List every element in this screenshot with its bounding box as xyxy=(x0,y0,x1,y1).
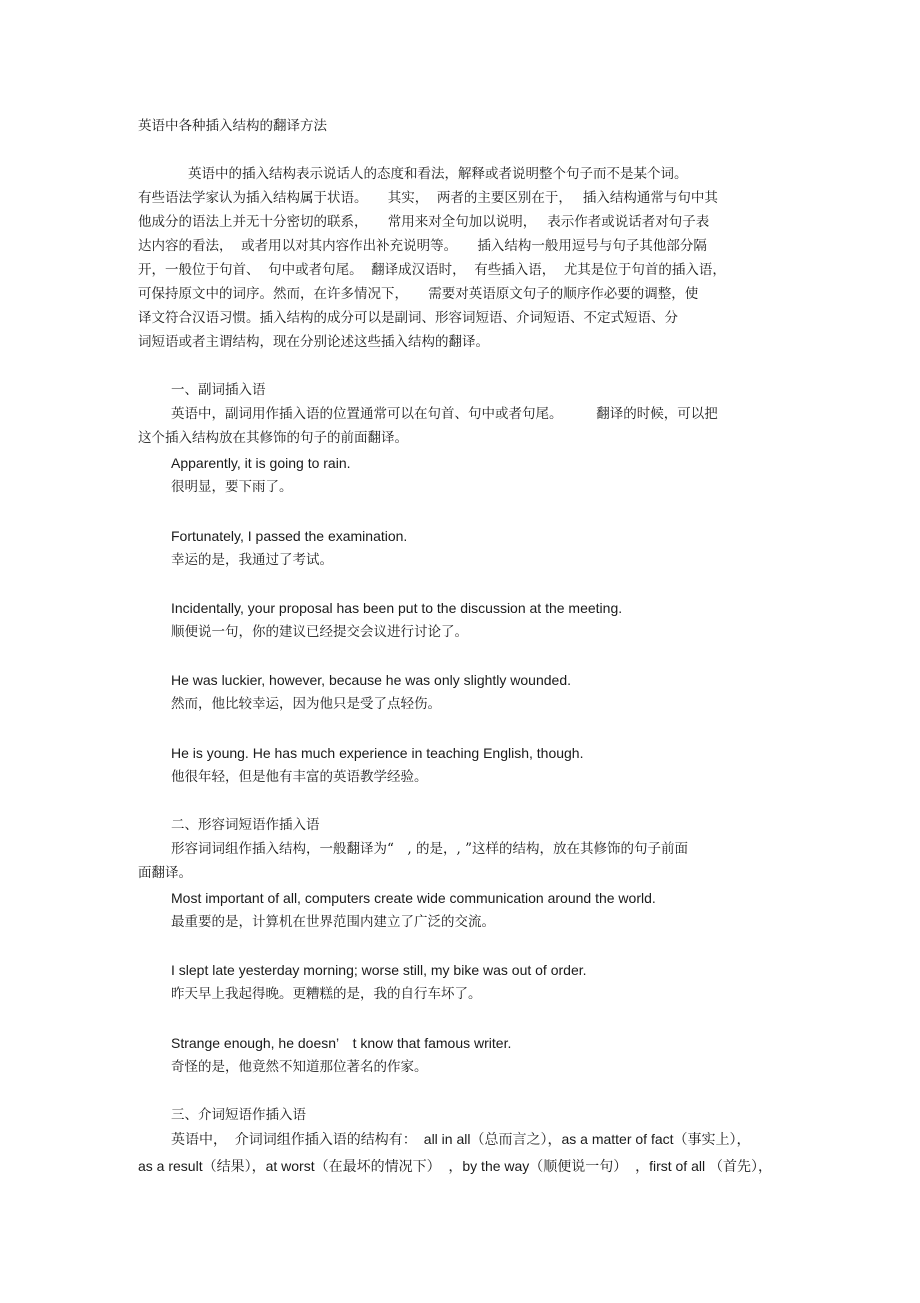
example-chinese: 幸运的是，我通过了考试。 xyxy=(171,552,333,568)
example-english: I slept late yesterday morning; worse still, my bike was out of order. xyxy=(171,962,587,978)
intro-line: 开，一般位于句首、 句中或者句尾。 翻译成汉语时， 有些插入语， 尤其是位于句首的插入语， xyxy=(138,262,726,278)
intro-line: 达内容的看法， 或者用以对其内容作出补充说明等。 插入结构一般用逗号与句子其他部分隔 xyxy=(138,238,707,254)
section-desc: 面翻译。 xyxy=(138,865,192,881)
intro-line: 他成分的语法上并无十分密切的联系， 常用来对全句加以说明， 表示作者或说话者对句子表 xyxy=(138,214,710,230)
intro-line: 词短语或者主谓结构，现在分别论述这些插入结构的翻译。 xyxy=(138,334,489,350)
example-chinese: 他很年轻，但是他有丰富的英语教学经验。 xyxy=(171,769,428,785)
example-chinese: 最重要的是，计算机在世界范围内建立了广泛的交流。 xyxy=(171,914,495,930)
section-desc: 英语中， 介词词组作插入语的结构有： all in all（总而言之），as a matter of fact（事实上）， xyxy=(171,1131,751,1147)
example-chinese: 然而，他比较幸运，因为他只是受了点轻伤。 xyxy=(171,696,441,712)
section-heading: 三、介词短语作插入语 xyxy=(171,1107,306,1123)
intro-line: 英语中的插入结构表示说话人的态度和看法，解释或者说明整个句子而不是某个词。 xyxy=(188,166,688,182)
section-heading: 二、形容词短语作插入语 xyxy=(171,817,320,833)
example-english: Strange enough, he doesn’ t know that famous writer. xyxy=(171,1035,512,1051)
example-english: He is young. He has much experience in teaching English, though. xyxy=(171,745,584,761)
section-desc: 形容词词组作插入结构，一般翻译为“ , 的是，, ”这样的结构，放在其修饰的句子前面 xyxy=(171,841,688,857)
section-heading: 一、副词插入语 xyxy=(171,382,266,398)
section-desc: 这个插入结构放在其修饰的句子的前面翻译。 xyxy=(138,430,408,446)
example-chinese: 昨天早上我起得晚。更糟糕的是，我的自行车坏了。 xyxy=(171,986,482,1002)
example-chinese: 很明显，要下雨了。 xyxy=(171,479,293,495)
intro-line: 可保持原文中的词序。然而，在许多情况下， 需要对英语原文句子的顺序作必要的调整，使 xyxy=(138,286,699,302)
example-english: Apparently, it is going to rain. xyxy=(171,455,351,471)
example-chinese: 奇怪的是，他竟然不知道那位著名的作家。 xyxy=(171,1059,428,1075)
example-english: He was luckier, however, because he was only slightly wounded. xyxy=(171,672,571,688)
intro-line: 有些语法学家认为插入结构属于状语。 其实， 两者的主要区别在于， 插入结构通常与句中其 xyxy=(138,190,718,206)
example-english: Incidentally, your proposal has been put to the discussion at the meeting. xyxy=(171,600,623,616)
example-english: Most important of all, computers create wide communication around the world. xyxy=(171,890,656,906)
example-english: Fortunately, I passed the examination. xyxy=(171,528,408,544)
section-desc: 英语中，副词用作插入语的位置通常可以在句首、句中或者句尾。 翻译的时候，可以把 xyxy=(171,406,718,422)
example-chinese: 顺便说一句，你的建议已经提交会议进行讨论了。 xyxy=(171,624,468,640)
intro-line: 译文符合汉语习惯。插入结构的成分可以是副词、形容词短语、介词短语、不定式短语、分 xyxy=(138,310,678,326)
page-title: 英语中各种插入结构的翻译方法 xyxy=(138,118,327,134)
section-desc: as a result（结果），at worst（在最坏的情况下） ，by the way（顺便说一句） ，first of all （首先）， xyxy=(138,1158,772,1174)
